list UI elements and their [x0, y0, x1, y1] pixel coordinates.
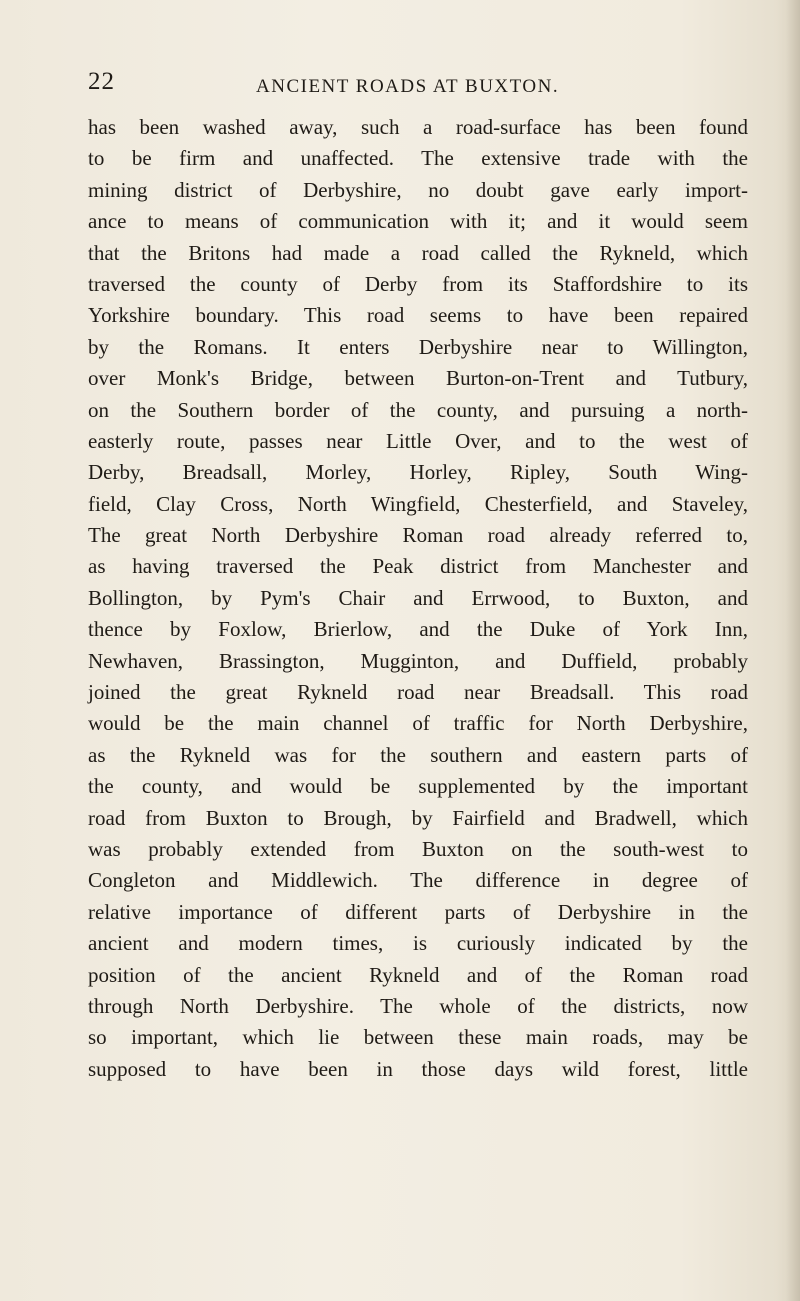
body-paragraph: [88, 112, 748, 1085]
text-line: supposed to have been in those days wild forest, little: [88, 1056, 748, 1081]
text-line: as the Rykneld was for the southern and eastern parts of: [88, 742, 748, 767]
text-line: the county, and would be supplemented by the important: [88, 774, 748, 799]
text-line: easterly route, passes near Little Over, and to the west of: [88, 428, 748, 453]
text-line: Yorkshire boundary. This road seems to have been repaired: [88, 303, 748, 328]
text-line: would be the main channel of traffic for North Derbyshire,: [88, 711, 748, 736]
text-line: Derby, Breadsall, Morley, Horley, Ripley, South Wing-: [88, 460, 748, 485]
text-line: traversed the county of Derby from its Staffordshire to its: [88, 271, 748, 296]
text-line: ance to means of communication with it; and it would seem: [88, 209, 748, 234]
text-line: as having traversed the Peak district from Manchester and: [88, 554, 748, 579]
text-line: through North Derbyshire. The whole of the districts, now: [88, 993, 748, 1018]
text-line: on the Southern border of the county, and pursuing a north-: [88, 397, 748, 422]
text-line: relative importance of different parts of Derbyshire in the: [88, 899, 748, 924]
text-line: position of the ancient Rykneld and of the Roman road: [88, 962, 748, 987]
text-line: by the Romans. It enters Derbyshire near to Willington,: [88, 334, 748, 359]
text-line: thence by Foxlow, Brierlow, and the Duke of York Inn,: [88, 617, 748, 642]
text-line: Congleton and Middlewich. The difference in degree of: [88, 868, 748, 893]
text-line: Bollington, by Pym's Chair and Errwood, to Buxton, and: [88, 585, 748, 610]
text-line: was probably extended from Buxton on the south-west to: [88, 836, 748, 861]
text-line: road from Buxton to Brough, by Fairfield and Bradwell, which: [88, 805, 748, 830]
text-line: over Monk's Bridge, between Burton-on-Trent and Tutbury,: [88, 366, 748, 391]
text-line: so important, which lie between these main roads, may be: [88, 1025, 748, 1050]
running-head: [88, 68, 748, 108]
text-line: has been washed away, such a road-surface has been found: [88, 115, 748, 139]
text-line: Newhaven, Brassington, Mugginton, and Duffield, probably: [88, 648, 748, 673]
text-line: The great North Derbyshire Roman road already referred to,: [88, 523, 748, 548]
running-title: ANCIENT ROADS AT BUXTON.: [256, 76, 560, 97]
text-line: mining district of Derbyshire, no doubt gave early import-: [88, 177, 748, 202]
text-line: field, Clay Cross, North Wingfield, Chesterfield, and Staveley,: [88, 491, 748, 516]
text-line: joined the great Rykneld road near Breadsall. This road: [88, 680, 748, 705]
text-line: that the Britons had made a road called the Rykneld, which: [88, 240, 748, 265]
page-number: 22: [88, 68, 115, 95]
text-line: to be firm and unaffected. The extensive trade with the: [88, 146, 748, 171]
text-line: ancient and modern times, is curiously indicated by the: [88, 931, 748, 956]
page-edge-shadow: [786, 0, 800, 1301]
